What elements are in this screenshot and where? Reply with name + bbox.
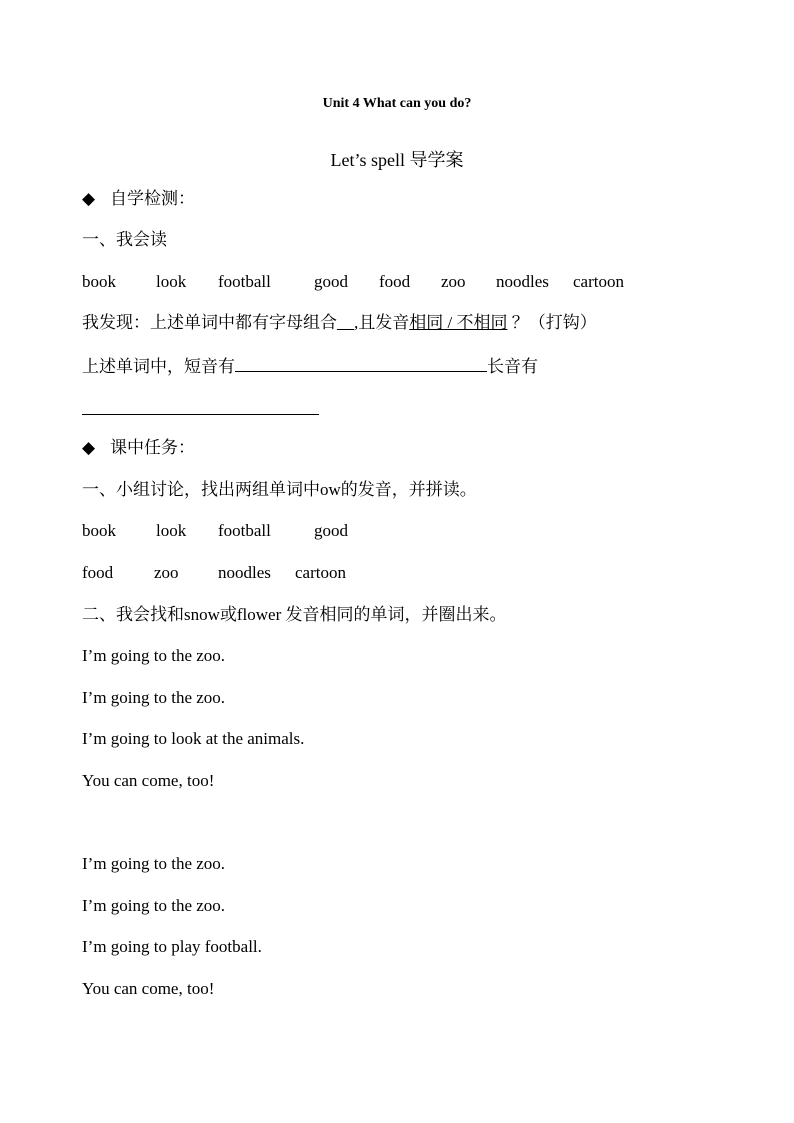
diamond-bullet-icon: ◆: [82, 438, 96, 457]
word-item: football: [218, 272, 271, 291]
chant-one-line: I’m going to look at the animals.: [82, 729, 305, 748]
word-item: book: [82, 272, 116, 291]
word-item: zoo: [154, 563, 179, 582]
word-item: book: [82, 521, 116, 540]
task-two-instruction: 二、我会找和snow或flower 发音相同的单词，并圈出来。: [82, 605, 507, 624]
discovery-prefix: 我发现：上述单词中都有字母组合: [82, 313, 337, 332]
letter-combo-blank[interactable]: __: [337, 313, 354, 332]
chant-one-line: I’m going to the zoo.: [82, 688, 226, 707]
diamond-bullet-icon: ◆: [82, 189, 96, 208]
long-sound-label: 长音有: [487, 357, 538, 376]
word-item: food: [82, 563, 114, 582]
word-item: zoo: [441, 272, 466, 291]
discovery-suffix: ？（打钩）: [507, 313, 597, 332]
section-heading-self-check: [82, 188, 195, 210]
short-sound-blank[interactable]: [235, 354, 487, 372]
chant-two-line: You can come, too!: [82, 979, 215, 998]
word-item: look: [156, 272, 187, 291]
short-sound-label: 上述单词中，短音有: [82, 357, 235, 376]
chant-one-line: You can come, too!: [82, 771, 215, 790]
option-same[interactable]: 相同: [409, 313, 444, 332]
discovery-mid: ,且发音: [354, 313, 410, 332]
word-item: cartoon: [295, 563, 346, 582]
chant-two-line: I’m going to the zoo.: [82, 854, 226, 873]
word-item: noodles: [496, 272, 549, 291]
word-item: cartoon: [573, 272, 624, 291]
long-sound-blank[interactable]: [82, 414, 319, 415]
heading-text: 课中任务：: [110, 438, 195, 457]
task-one-instruction: 一、小组讨论，找出两组单词中ow的发音，并拼读。: [82, 480, 477, 499]
section-heading-class-task: [82, 437, 195, 459]
word-item: food: [379, 272, 411, 291]
word-item: good: [314, 272, 348, 291]
chant-one-line: I’m going to the zoo.: [82, 646, 226, 665]
word-item: noodles: [218, 563, 271, 582]
heading-text: 自学检测：: [110, 189, 195, 208]
chant-two-line: I’m going to play football.: [82, 937, 262, 956]
chant-two-line: I’m going to the zoo.: [82, 896, 226, 915]
word-item: good: [314, 521, 348, 540]
word-item: football: [218, 521, 271, 540]
option-separator: /: [443, 313, 457, 332]
page-subtitle: Let’s spell 导学案: [330, 150, 464, 170]
word-item: look: [156, 521, 187, 540]
part-heading-read: 一、我会读: [82, 230, 167, 249]
sound-sentence: [82, 354, 538, 378]
discovery-sentence: [82, 312, 597, 334]
option-different[interactable]: 不相同: [456, 313, 508, 332]
page-title: Unit 4 What can you do?: [322, 96, 472, 111]
